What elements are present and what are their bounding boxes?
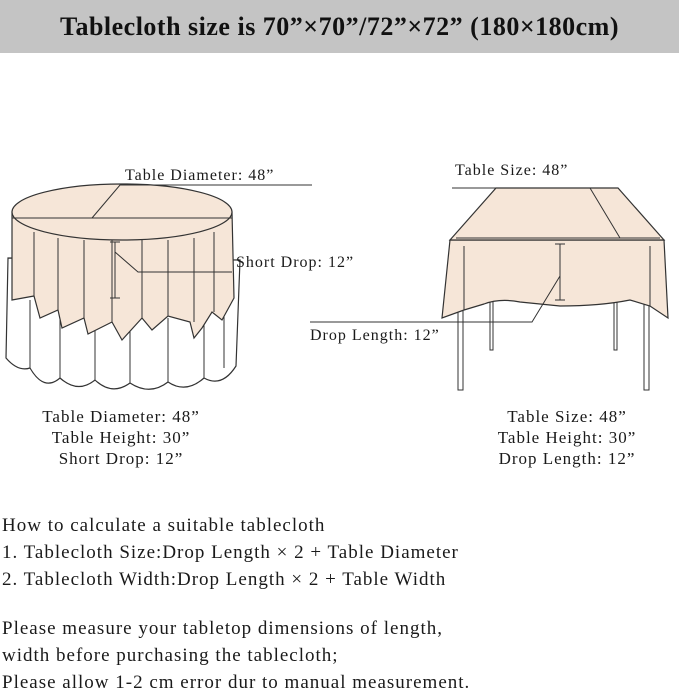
square-table-specs (462, 406, 672, 469)
square-spec-height: Table Height: 30” (497, 428, 637, 447)
round-spec-height: Table Height: 30” (51, 428, 191, 447)
square-tablecloth-drape (442, 240, 668, 318)
square-table-top (450, 188, 664, 240)
notice-line-2: width before purchasing the tablecloth; (2, 645, 339, 666)
notice-line-1: Please measure your tabletop dimensions of length, (2, 618, 443, 639)
calculation-line-2: 2. Tablecloth Width:Drop Length × 2 + Table Width (2, 569, 447, 590)
round-table-specs (16, 406, 226, 469)
calculation-line-1: 1. Tablecloth Size:Drop Length × 2 + Table Diameter (2, 542, 459, 563)
square-table-illustration (310, 188, 668, 390)
square-spec-drop: Drop Length: 12” (498, 449, 636, 468)
diameter-label: Table Diameter: 48” (125, 167, 275, 184)
notice-section (2, 615, 470, 696)
round-spec-diameter: Table Diameter: 48” (42, 407, 200, 426)
round-table-top (12, 184, 232, 240)
notice-line-3: Please allow 1-2 cm error dur to manual measurement. (2, 672, 471, 693)
title-banner (0, 0, 679, 53)
tablecloth-diagram (0, 53, 679, 403)
calculation-section (2, 512, 459, 593)
round-table-illustration (6, 184, 312, 389)
short-drop-label: Short Drop: 12” (236, 254, 355, 271)
size-label: Table Size: 48” (455, 162, 569, 179)
calculation-heading: How to calculate a suitable tablecloth (2, 515, 326, 536)
drop-length-label: Drop Length: 12” (310, 327, 440, 344)
square-spec-size: Table Size: 48” (507, 407, 627, 426)
banner-title: Tablecloth size is 70”×70”/72”×72” (180×180cm) (59, 11, 619, 41)
round-spec-drop: Short Drop: 12” (58, 449, 184, 468)
